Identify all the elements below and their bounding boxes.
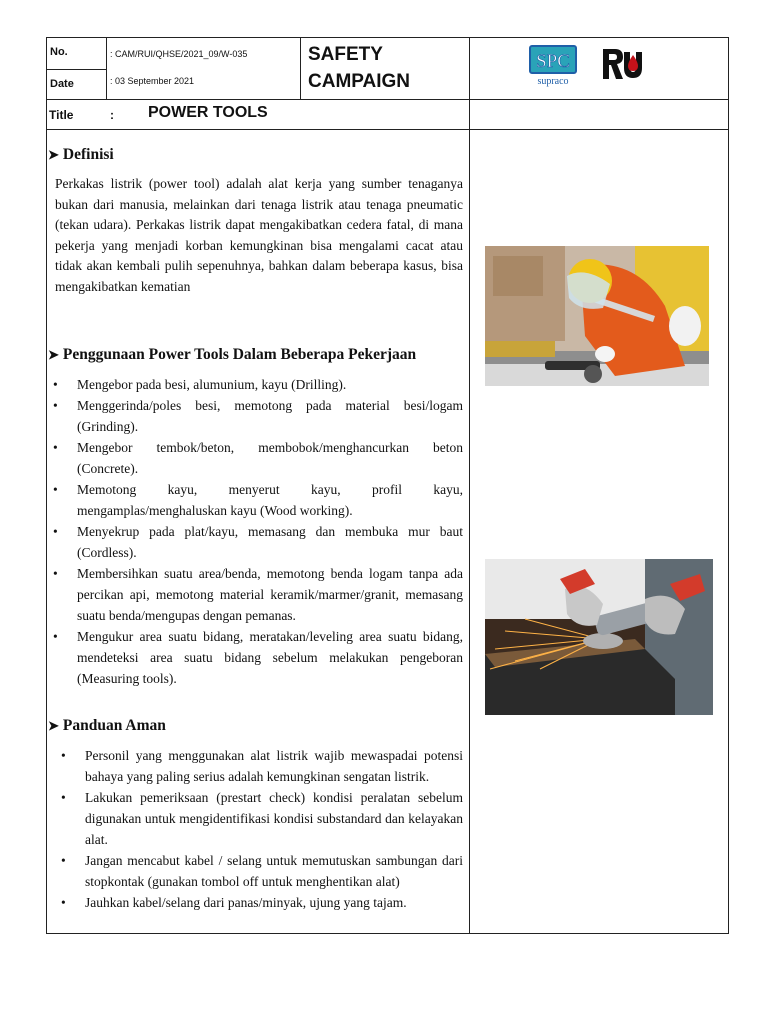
divider [300,38,301,99]
heading-text: Penggunaan Power Tools Dalam Beberapa Pekerjaan [62,346,417,363]
list-item: • Jauhkan kabel/selang dari panas/minyak, ujung yang tajam. [61,895,407,910]
penggunaan-list [53,374,463,689]
list-item: • Menyekrup pada plat/kayu, memasang dan membuka mur baut (Cordless). [53,524,463,560]
divider [47,69,107,70]
list-item: • Lakukan pemeriksaan (prestart check) kondisi peralatan sebelum digunakan untuk mengidentifikasi kondisi substandard dan kelayakan alat. [61,790,463,847]
section-heading-definisi [48,146,114,164]
list-item: • Memotong kayu, menyerut kayu, profil kayu, mengamplas/menghaluskan kayu (Wood working). [53,482,463,518]
list-item: • Mengebor tembok/beton, membobok/menghancurkan beton (Concrete). [53,440,463,476]
safety-campaign-sheet [46,37,729,934]
no-label: No. [50,46,68,58]
title-label: Title [49,108,74,122]
document-date: : 03 September 2021 [110,76,195,86]
section-heading-panduan [48,717,166,735]
arrow-bullet-icon: ➤ [48,347,59,362]
arrow-bullet-icon: ➤ [48,147,59,162]
title-colon: : [110,108,114,122]
definisi-paragraph: Perkakas listrik (power tool) adalah alat kerja yang sumber tenaganya bukan dari manusia, melainkan dari tenaga listrik atau tenaga pneumatic (tekan udara). Perkakas listrik dapat mengakibatkan cedera fatal, di mana pekerja yang menjadi korban kemungkinan bisa mengalami cacat atau tidak akan kembali pulih sepenuhnya, bahkan dalam beberapa kasus, bisa mengakibatkan kematian [55,176,463,294]
divider [47,129,728,130]
angle-grinder-sparks-photo [485,559,713,715]
list-item: • Menggerinda/poles besi, memotong pada material besi/logam (Grinding). [53,398,463,434]
arrow-bullet-icon: ➤ [48,718,59,733]
list-item: • Personil yang menggunakan alat listrik wajib mewaspadai potensi bahaya yang paling serius adalah kemungkinan sengatan listrik. [61,748,463,784]
campaign-line-2: CAMPAIGN [308,71,411,92]
list-item: • Membersihkan suatu area/benda, memotong benda logam tanpa ada percikan api, memotong material keramik/marmer/granit, memasang suatu benda/mengupas dengan pemanas. [53,566,463,623]
section-heading-penggunaan [48,346,416,364]
heading-text: Panduan Aman [62,717,166,734]
ru-logo [601,47,647,81]
spc-logo-text: SPC [536,51,570,72]
list-item: • Jangan mencabut kabel / selang untuk memutuskan sambungan dari stopkontak (gunakan tombol off untuk menghentikan alat) [61,853,463,889]
divider [469,38,470,934]
document-number: : CAM/RUI/QHSE/2021_09/W-035 [110,49,248,59]
campaign-heading [308,41,410,95]
spc-supraco-logo [529,45,579,87]
divider [47,99,728,100]
list-item: • Mengebor pada besi, alumunium, kayu (Drilling). [53,377,347,392]
heading-text: Definisi [62,146,114,163]
document-title: POWER TOOLS [148,104,268,121]
spc-logo-sub: supraco [537,76,569,87]
worker-grinding-photo [485,246,709,386]
list-item: • Mengukur area suatu bidang, meratakan/leveling area suatu bidang, mendeteksi area suatu bidang sebelum melakukan pengeboran (Measuring tools). [53,629,463,686]
date-label: Date [50,78,74,90]
panduan-list [61,745,463,913]
campaign-line-1: SAFETY [308,44,383,65]
